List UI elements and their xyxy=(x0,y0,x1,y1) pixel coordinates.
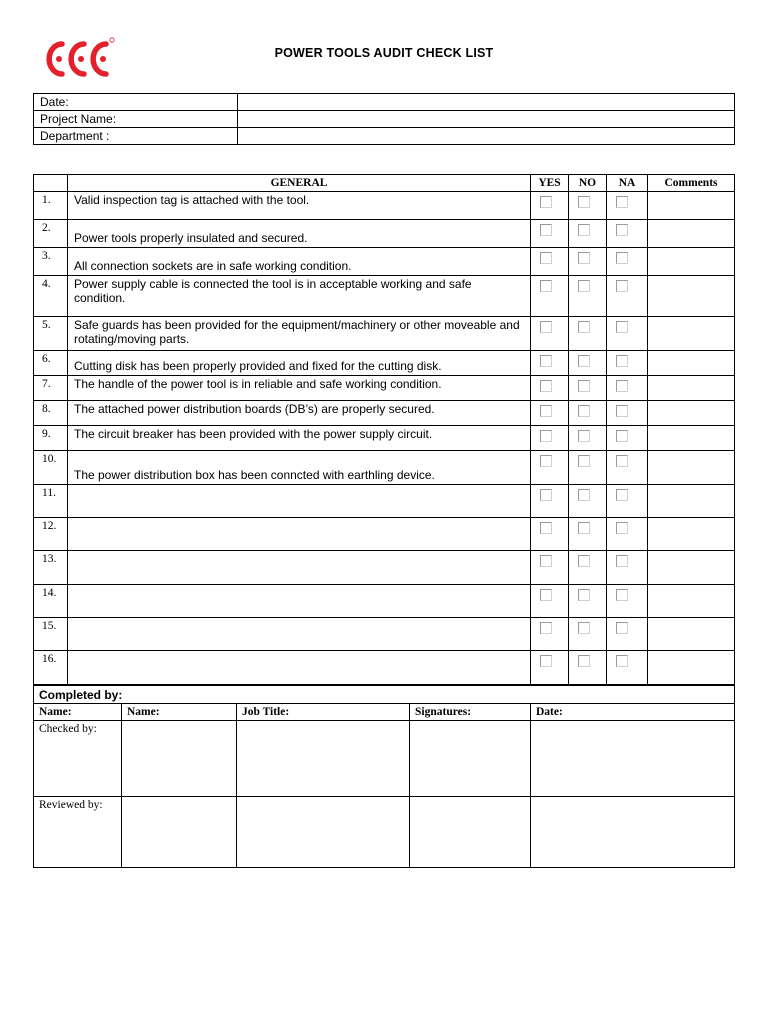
info-label: Department : xyxy=(34,128,238,145)
checkbox-na[interactable] xyxy=(616,622,628,634)
checkbox-no[interactable] xyxy=(578,380,590,392)
checkbox-no[interactable] xyxy=(578,405,590,417)
checkbox-yes[interactable] xyxy=(540,522,552,534)
comments-cell[interactable] xyxy=(648,376,735,401)
info-value[interactable] xyxy=(238,128,735,145)
checkbox-na[interactable] xyxy=(616,455,628,467)
info-row-date xyxy=(34,94,735,111)
comments-cell[interactable] xyxy=(648,351,735,376)
header-number xyxy=(34,175,68,192)
checkbox-no[interactable] xyxy=(578,252,590,264)
info-row-project xyxy=(34,111,735,128)
document-title: POWER TOOLS AUDIT CHECK LIST xyxy=(274,46,494,60)
item-number: 3. xyxy=(34,248,68,276)
checkbox-na[interactable] xyxy=(616,405,628,417)
header-comments: Comments xyxy=(648,175,735,192)
signoff-header: Date: xyxy=(531,704,735,721)
item-number: 15. xyxy=(34,618,68,651)
info-value[interactable] xyxy=(238,111,735,128)
item-description: The circuit breaker has been provided with the power supply circuit. xyxy=(68,426,531,451)
comments-cell[interactable] xyxy=(648,248,735,276)
checklist-row xyxy=(34,451,735,485)
checkbox-na[interactable] xyxy=(616,655,628,667)
item-description: Power supply cable is connected the tool is in acceptable working and safe condition. xyxy=(68,276,531,317)
signoff-row-checked xyxy=(34,721,735,797)
item-description: The power distribution box has been conncted with earthling device. xyxy=(68,451,531,485)
item-description xyxy=(68,585,531,618)
signoff-date-cell[interactable] xyxy=(531,797,735,868)
signoff-row-label: Checked by: xyxy=(34,721,122,797)
checkbox-na[interactable] xyxy=(616,555,628,567)
header-general: GENERAL xyxy=(68,175,531,192)
item-description: Cutting disk has been properly provided and fixed for the cutting disk. xyxy=(68,351,531,376)
checkbox-yes[interactable] xyxy=(540,224,552,236)
completed-by-label: Completed by: xyxy=(34,686,735,704)
checkbox-yes[interactable] xyxy=(540,489,552,501)
comments-cell[interactable] xyxy=(648,651,735,685)
comments-cell[interactable] xyxy=(648,317,735,351)
info-value[interactable] xyxy=(238,94,735,111)
checkbox-na[interactable] xyxy=(616,355,628,367)
item-number: 2. xyxy=(34,220,68,248)
checkbox-yes[interactable] xyxy=(540,455,552,467)
item-description xyxy=(68,518,531,551)
comments-cell[interactable] xyxy=(648,518,735,551)
item-description: The handle of the power tool is in reliable and safe working condition. xyxy=(68,376,531,401)
signoff-date-cell[interactable] xyxy=(531,721,735,797)
checkbox-yes[interactable] xyxy=(540,405,552,417)
checkbox-na[interactable] xyxy=(616,430,628,442)
checklist-row xyxy=(34,351,735,376)
checkbox-na[interactable] xyxy=(616,252,628,264)
checkbox-na[interactable] xyxy=(616,196,628,208)
checkbox-no[interactable] xyxy=(578,321,590,333)
checkbox-yes[interactable] xyxy=(540,252,552,264)
signoff-name-cell[interactable] xyxy=(122,797,237,868)
item-description: Safe guards has been provided for the equipment/machinery or other moveable and rotating/moving parts. xyxy=(68,317,531,351)
signoff-table xyxy=(33,685,735,868)
checkbox-no[interactable] xyxy=(578,196,590,208)
checkbox-na[interactable] xyxy=(616,280,628,292)
checkbox-no[interactable] xyxy=(578,430,590,442)
checkbox-no[interactable] xyxy=(578,522,590,534)
comments-cell[interactable] xyxy=(648,485,735,518)
checkbox-no[interactable] xyxy=(578,280,590,292)
checklist-row xyxy=(34,485,735,518)
checklist-row xyxy=(34,248,735,276)
checkbox-yes[interactable] xyxy=(540,655,552,667)
checkbox-no[interactable] xyxy=(578,489,590,501)
checkbox-yes[interactable] xyxy=(540,555,552,567)
checkbox-yes[interactable] xyxy=(540,355,552,367)
signoff-row-label: Reviewed by: xyxy=(34,797,122,868)
checkbox-no[interactable] xyxy=(578,355,590,367)
signoff-row-reviewed xyxy=(34,797,735,868)
signoff-title-cell[interactable] xyxy=(237,721,410,797)
comments-cell[interactable] xyxy=(648,451,735,485)
comments-cell[interactable] xyxy=(648,192,735,220)
item-number: 10. xyxy=(34,451,68,485)
checklist-row xyxy=(34,317,735,351)
item-number: 7. xyxy=(34,376,68,401)
comments-cell[interactable] xyxy=(648,618,735,651)
checkbox-no[interactable] xyxy=(578,622,590,634)
signoff-signature-cell[interactable] xyxy=(410,721,531,797)
item-number: 6. xyxy=(34,351,68,376)
item-description: Valid inspection tag is attached with the tool. xyxy=(68,192,531,220)
item-number: 8. xyxy=(34,401,68,426)
comments-cell[interactable] xyxy=(648,585,735,618)
signoff-header: Job Title: xyxy=(237,704,410,721)
item-number: 16. xyxy=(34,651,68,685)
checklist-row xyxy=(34,220,735,248)
info-label: Date: xyxy=(34,94,238,111)
checklist-row xyxy=(34,651,735,685)
signoff-header: Name: xyxy=(122,704,237,721)
checklist-row xyxy=(34,618,735,651)
item-description xyxy=(68,618,531,651)
info-table xyxy=(33,93,735,145)
checkbox-no[interactable] xyxy=(578,555,590,567)
signoff-signature-cell[interactable] xyxy=(410,797,531,868)
signoff-title-cell[interactable] xyxy=(237,797,410,868)
comments-cell[interactable] xyxy=(648,551,735,585)
comments-cell[interactable] xyxy=(648,401,735,426)
signoff-header-row xyxy=(34,704,735,721)
item-description xyxy=(68,651,531,685)
header-no: NO xyxy=(569,175,607,192)
checkbox-no[interactable] xyxy=(578,455,590,467)
item-number: 1. xyxy=(34,192,68,220)
item-description xyxy=(68,485,531,518)
checklist-row xyxy=(34,401,735,426)
checkbox-no[interactable] xyxy=(578,589,590,601)
header-yes: YES xyxy=(531,175,569,192)
signoff-header: Signatures: xyxy=(410,704,531,721)
item-number: 9. xyxy=(34,426,68,451)
info-row-department xyxy=(34,128,735,145)
checklist-header-row xyxy=(34,175,735,192)
checklist-row xyxy=(34,192,735,220)
checkbox-yes[interactable] xyxy=(540,280,552,292)
signoff-header: Name: xyxy=(34,704,122,721)
checklist-row xyxy=(34,585,735,618)
checkbox-na[interactable] xyxy=(616,224,628,236)
checkbox-yes[interactable] xyxy=(540,622,552,634)
checkbox-yes[interactable] xyxy=(540,589,552,601)
comments-cell[interactable] xyxy=(648,276,735,317)
comments-cell[interactable] xyxy=(648,426,735,451)
item-number: 13. xyxy=(34,551,68,585)
checkbox-no[interactable] xyxy=(578,224,590,236)
checklist-row xyxy=(34,518,735,551)
checklist-row xyxy=(34,276,735,317)
checkbox-na[interactable] xyxy=(616,489,628,501)
signoff-name-cell[interactable] xyxy=(122,721,237,797)
checklist-table xyxy=(33,174,735,685)
checkbox-yes[interactable] xyxy=(540,380,552,392)
checkbox-na[interactable] xyxy=(616,522,628,534)
item-description: All connection sockets are in safe working condition. xyxy=(68,248,531,276)
item-number: 5. xyxy=(34,317,68,351)
item-number: 12. xyxy=(34,518,68,551)
checkbox-yes[interactable] xyxy=(540,196,552,208)
item-description: The attached power distribution boards (DB’s) are properly secured. xyxy=(68,401,531,426)
checkbox-yes[interactable] xyxy=(540,321,552,333)
info-label: Project Name: xyxy=(34,111,238,128)
item-description: Power tools properly insulated and secured. xyxy=(68,220,531,248)
item-number: 14. xyxy=(34,585,68,618)
checkbox-na[interactable] xyxy=(616,589,628,601)
comments-cell[interactable] xyxy=(648,220,735,248)
item-number: 11. xyxy=(34,485,68,518)
item-description xyxy=(68,551,531,585)
checkbox-na[interactable] xyxy=(616,380,628,392)
checklist-row xyxy=(34,426,735,451)
checkbox-no[interactable] xyxy=(578,655,590,667)
checkbox-yes[interactable] xyxy=(540,430,552,442)
checklist-row xyxy=(34,551,735,585)
header-na: NA xyxy=(607,175,648,192)
checklist-row xyxy=(34,376,735,401)
checkbox-na[interactable] xyxy=(616,321,628,333)
item-number: 4. xyxy=(34,276,68,317)
